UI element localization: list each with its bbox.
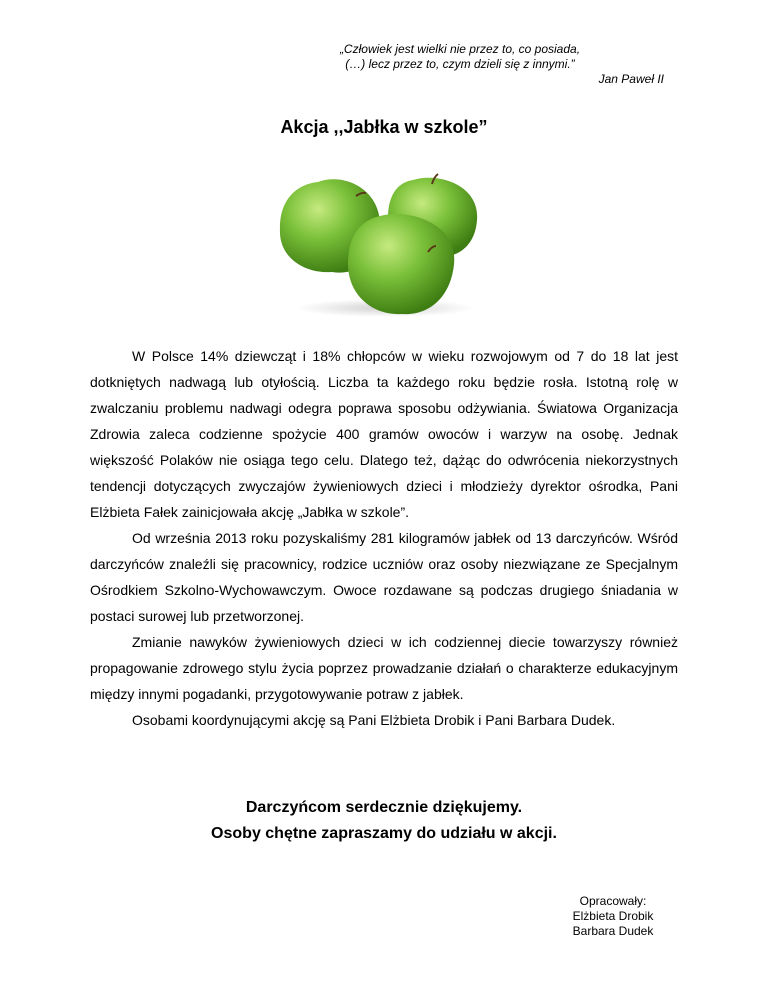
quote-line-2: (…) lecz przez to, czym dzieli się z innymi.” — [345, 57, 575, 71]
paragraph-2: Od września 2013 roku pozyskaliśmy 281 kilogramów jabłek od 13 darczyńców. Wśród darczyńców znaleźli się pracownicy, rodzice uczniów oraz osoby niezwiązane ze Specjalnym Ośrodkiem Szkolno-Wychowawczym. Owoce rozdawane są podczas drugiego śniadania w postaci surowej lub przetworzonej. — [90, 530, 678, 624]
signature-name-1: Elżbieta Drobik — [572, 909, 654, 923]
apple-front — [348, 214, 454, 314]
quote-author: Jan Paweł II — [598, 72, 664, 86]
signature-block — [548, 894, 678, 939]
green-apples-image — [270, 168, 490, 318]
thanks-block — [0, 795, 768, 847]
paragraph-3: Zmianie nawyków żywieniowych dzieci w ich codziennej diecie towarzyszy również propagowanie zdrowego stylu życia poprzez prowadzanie działań o charakterze edukacyjnym między innymi pogadanki, przygotowywanie potraw z jabłek. — [90, 634, 678, 702]
quote-line-1: „Człowiek jest wielki nie przez to, co posiada, — [339, 42, 581, 56]
signature-name-2: Barbara Dudek — [572, 924, 654, 938]
article-body — [90, 343, 678, 733]
paragraph-4: Osobami koordynującymi akcję są Pani Elżbieta Drobik i Pani Barbara Dudek. — [132, 712, 616, 728]
thanks-line-2: Osoby chętne zapraszamy do udziału w akcji. — [211, 825, 557, 842]
paragraph-1: W Polsce 14% dziewcząt i 18% chłopców w wieku rozwojowym od 7 do 18 lat jest dotkniętych nadwagą lub otyłością. Liczba ta każdego roku będzie rosła. Istotną rolę w zwalczaniu problemu nadwagi odegra poprawa sposobu odżywiania. Światowa Organizacja Zdrowia zaleca codzienne spożycie 400 gramów owoców i warzyw na osobę. Jednak większość Polaków nie osiąga tego celu. Dlatego też, dążąc do odwrócenia niekorzystnych tendencji dotyczących zwyczajów żywieniowych dzieci i młodzieży dyrektor ośrodka, Pani Elżbieta Fałek zainicjowała akcję „Jabłka w szkole”. — [90, 348, 678, 520]
epigraph-quote — [250, 42, 670, 87]
thanks-line-1: Darczyńcom serdecznie dziękujemy. — [245, 799, 523, 816]
page-title: Akcja ,,Jabłka w szkole” — [280, 117, 488, 137]
signature-label: Opracowały: — [579, 894, 647, 908]
